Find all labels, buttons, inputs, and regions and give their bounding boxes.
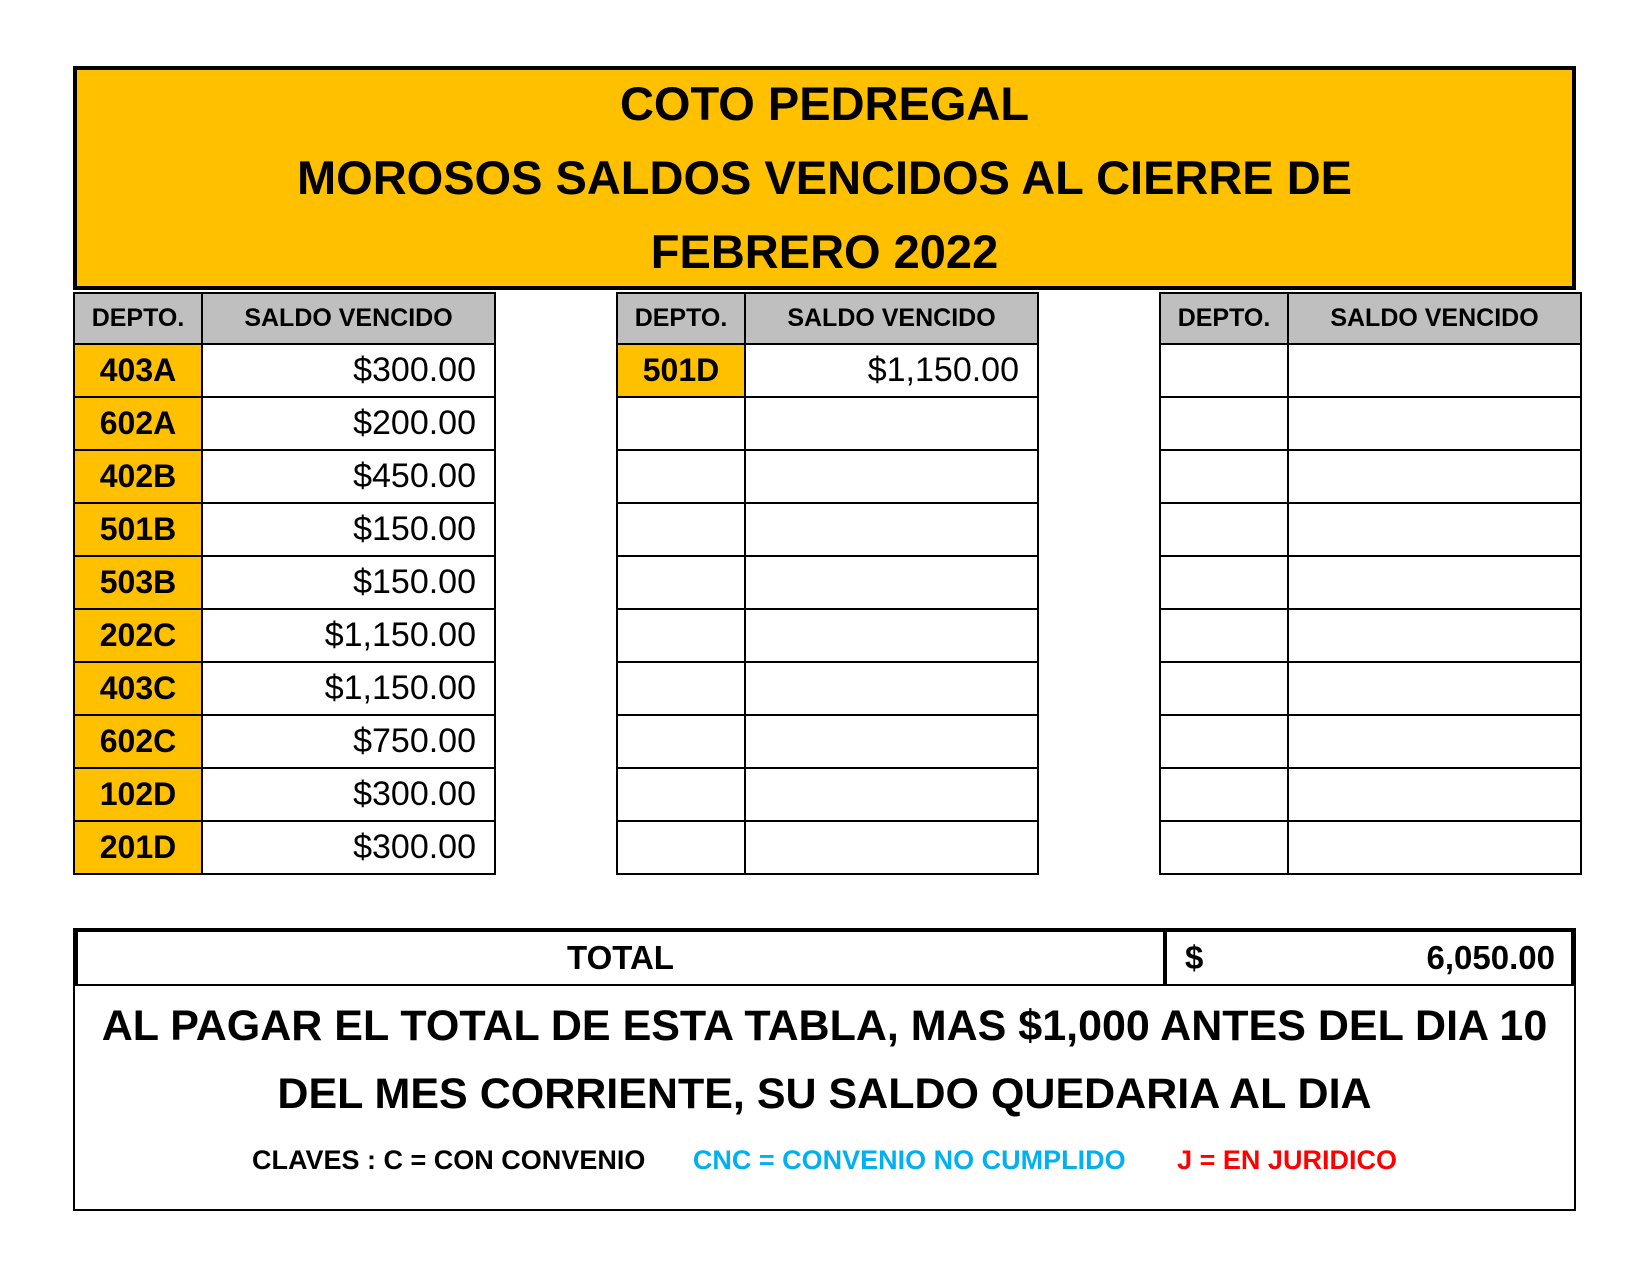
depto-cell	[1160, 609, 1288, 662]
depto-cell	[617, 768, 745, 821]
saldo-cell: $300.00	[202, 768, 495, 821]
table-row	[617, 662, 1038, 715]
morosos-table-1	[73, 292, 496, 875]
depto-cell	[1160, 503, 1288, 556]
depto-cell	[1160, 450, 1288, 503]
depto-cell: 503B	[74, 556, 202, 609]
table-row	[74, 556, 495, 609]
payment-note	[75, 992, 1574, 1128]
saldo-cell: $1,150.00	[202, 609, 495, 662]
total-label: TOTAL	[75, 932, 1163, 984]
depto-header: DEPTO.	[1160, 293, 1288, 344]
morosos-table-3	[1159, 292, 1582, 875]
title-banner	[73, 66, 1576, 290]
saldo-cell: $200.00	[202, 397, 495, 450]
saldo-cell	[1288, 662, 1581, 715]
depto-cell: 501B	[74, 503, 202, 556]
key-en-juridico: J = EN JURIDICO	[1177, 1145, 1397, 1175]
saldo-cell	[745, 662, 1038, 715]
table-row	[1160, 503, 1581, 556]
table-row	[1160, 609, 1581, 662]
depto-cell: 202C	[74, 609, 202, 662]
table-row	[74, 609, 495, 662]
table-row	[74, 662, 495, 715]
saldo-cell: $1,150.00	[202, 662, 495, 715]
depto-cell: 201D	[74, 821, 202, 874]
keys-legend	[75, 1145, 1574, 1176]
depto-cell	[1160, 821, 1288, 874]
table-row	[74, 768, 495, 821]
depto-cell	[1160, 556, 1288, 609]
table-row	[617, 397, 1038, 450]
total-value	[1163, 932, 1574, 984]
saldo-cell: $150.00	[202, 556, 495, 609]
saldo-cell	[745, 768, 1038, 821]
table-row	[617, 344, 1038, 397]
depto-cell	[1160, 768, 1288, 821]
depto-header: DEPTO.	[617, 293, 745, 344]
depto-cell	[617, 503, 745, 556]
saldo-cell	[1288, 821, 1581, 874]
table-row	[617, 715, 1038, 768]
total-section	[73, 928, 1576, 1211]
depto-cell: 602C	[74, 715, 202, 768]
depto-cell	[617, 556, 745, 609]
depto-cell	[617, 397, 745, 450]
depto-cell	[617, 662, 745, 715]
total-currency: $	[1185, 939, 1204, 976]
title-line-1: COTO PEDREGAL	[619, 77, 1030, 130]
depto-cell: 102D	[74, 768, 202, 821]
depto-cell: 501D	[617, 344, 745, 397]
saldo-cell	[1288, 768, 1581, 821]
table-row	[74, 397, 495, 450]
table-row	[1160, 556, 1581, 609]
morosos-table-2	[616, 292, 1039, 875]
depto-cell: 403A	[74, 344, 202, 397]
key-con-convenio: CLAVES : C = CON CONVENIO	[252, 1145, 646, 1175]
depto-cell	[617, 450, 745, 503]
saldo-cell	[1288, 556, 1581, 609]
depto-cell	[617, 821, 745, 874]
table-row	[1160, 450, 1581, 503]
saldo-cell	[1288, 397, 1581, 450]
depto-cell: 403C	[74, 662, 202, 715]
table-row	[1160, 821, 1581, 874]
table-row	[74, 450, 495, 503]
total-row	[75, 932, 1574, 986]
table-row	[74, 715, 495, 768]
table-row	[617, 609, 1038, 662]
saldo-cell	[745, 556, 1038, 609]
table-row	[1160, 715, 1581, 768]
saldo-cell	[1288, 609, 1581, 662]
saldo-cell	[745, 821, 1038, 874]
key-convenio-no-cumplido: CNC = CONVENIO NO CUMPLIDO	[692, 1145, 1126, 1175]
table-row	[74, 344, 495, 397]
table-header-row	[1160, 293, 1581, 344]
saldo-cell: $300.00	[202, 344, 495, 397]
depto-cell	[1160, 715, 1288, 768]
payment-note-line-2: DEL MES CORRIENTE, SU SALDO QUEDARIA AL DIA	[277, 1070, 1372, 1118]
saldo-cell	[745, 397, 1038, 450]
depto-cell	[1160, 344, 1288, 397]
table-row	[617, 556, 1038, 609]
table-row	[74, 503, 495, 556]
saldo-cell: $300.00	[202, 821, 495, 874]
depto-cell: 602A	[74, 397, 202, 450]
table-header-row	[617, 293, 1038, 344]
table-row	[74, 821, 495, 874]
table-row	[1160, 344, 1581, 397]
saldo-cell: $450.00	[202, 450, 495, 503]
table-row	[1160, 662, 1581, 715]
depto-cell: 402B	[74, 450, 202, 503]
depto-cell	[1160, 397, 1288, 450]
saldo-cell	[1288, 503, 1581, 556]
saldo-cell	[1288, 344, 1581, 397]
table-row	[617, 768, 1038, 821]
title-line-3: FEBRERO 2022	[650, 225, 999, 278]
saldo-cell	[745, 715, 1038, 768]
table-row	[617, 450, 1038, 503]
saldo-cell	[1288, 715, 1581, 768]
table-header-row	[74, 293, 495, 344]
saldo-header: SALDO VENCIDO	[1288, 293, 1581, 344]
depto-cell	[617, 609, 745, 662]
table-row	[1160, 768, 1581, 821]
saldo-header: SALDO VENCIDO	[202, 293, 495, 344]
table-row	[617, 503, 1038, 556]
saldo-cell: $150.00	[202, 503, 495, 556]
table-row	[617, 821, 1038, 874]
total-amount: 6,050.00	[1426, 939, 1555, 976]
depto-cell	[1160, 662, 1288, 715]
depto-cell	[617, 715, 745, 768]
saldo-cell	[745, 609, 1038, 662]
saldo-cell: $1,150.00	[745, 344, 1038, 397]
payment-note-line-1: AL PAGAR EL TOTAL DE ESTA TABLA, MAS $1,000 ANTES DEL DIA 10	[101, 1002, 1548, 1050]
depto-header: DEPTO.	[74, 293, 202, 344]
saldo-header: SALDO VENCIDO	[745, 293, 1038, 344]
saldo-cell	[745, 503, 1038, 556]
saldo-cell: $750.00	[202, 715, 495, 768]
saldo-cell	[1288, 450, 1581, 503]
title-line-2: MOROSOS SALDOS VENCIDOS AL CIERRE DE	[296, 151, 1353, 204]
saldo-cell	[745, 450, 1038, 503]
table-row	[1160, 397, 1581, 450]
